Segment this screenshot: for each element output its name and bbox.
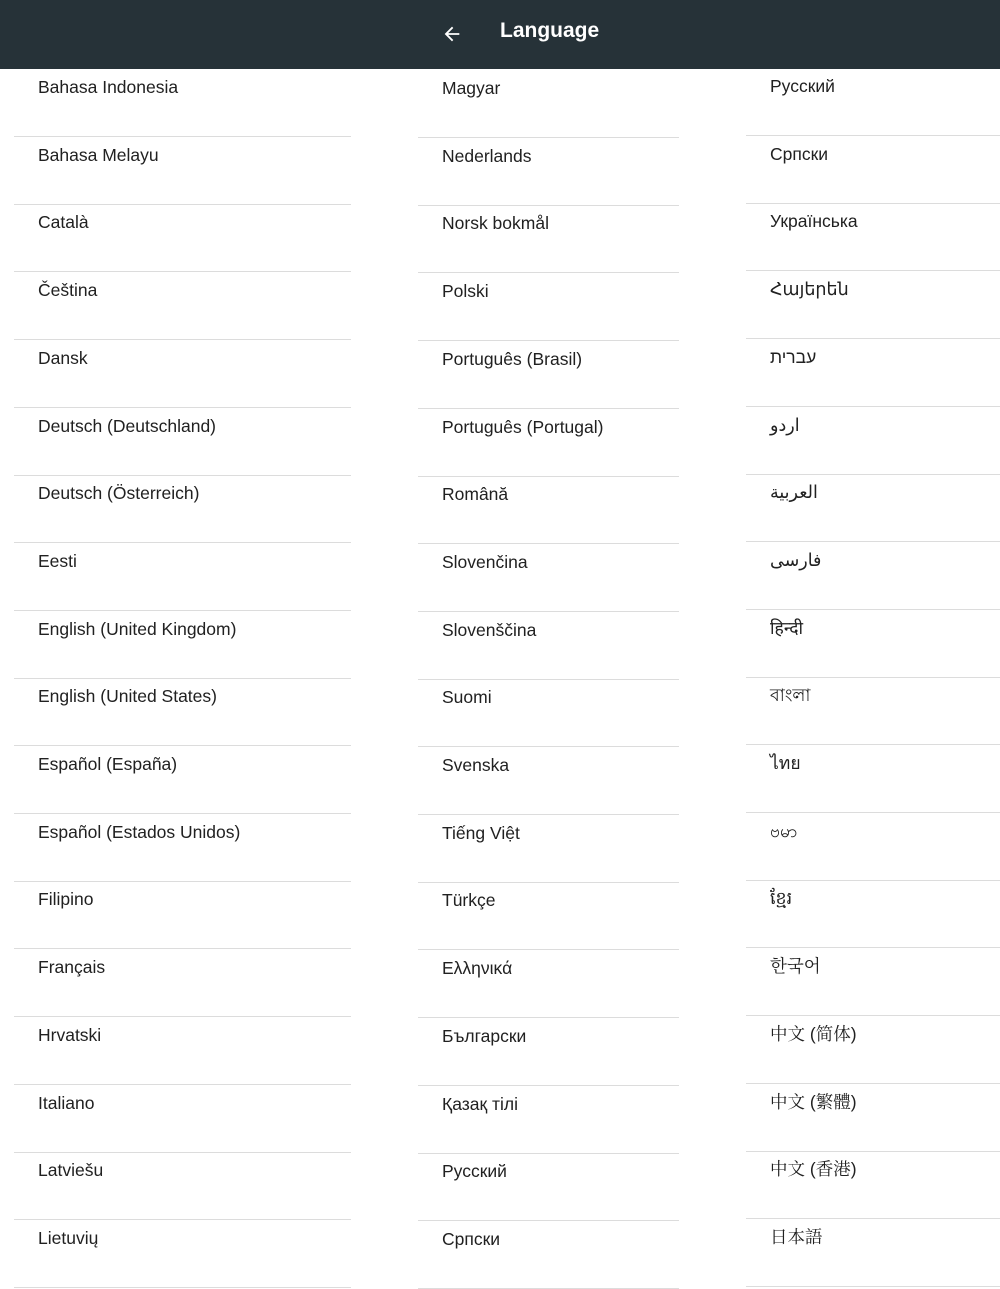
language-label: ខ្មែរ [770, 888, 793, 909]
language-item[interactable] [746, 1220, 1000, 1287]
language-item[interactable] [746, 69, 1000, 136]
language-item[interactable] [418, 342, 679, 409]
language-label: Қазақ тілі [442, 1093, 519, 1114]
language-label: Русский [442, 1161, 507, 1182]
language-item[interactable] [418, 545, 679, 612]
language-label: Suomi [442, 687, 492, 708]
language-item[interactable] [746, 1017, 1000, 1084]
language-label: 한국어 [770, 956, 821, 977]
language-label: Español (España) [38, 754, 178, 774]
language-item[interactable] [418, 274, 679, 341]
language-label: Հայերեն [770, 279, 849, 300]
divider [746, 1286, 1000, 1287]
language-label: Italiano [38, 1092, 95, 1113]
language-item[interactable] [746, 137, 1000, 204]
language-label: Norsk bokmål [442, 213, 549, 234]
language-item[interactable] [418, 748, 679, 815]
language-item[interactable] [14, 1153, 351, 1220]
language-label: বাংলা [770, 685, 811, 706]
language-label: Tiếng Việt [442, 822, 520, 843]
language-item[interactable] [418, 139, 679, 206]
language-item[interactable] [418, 613, 679, 680]
language-label: 中文 (简体) [770, 1023, 857, 1044]
language-label: Bahasa Melayu [38, 144, 159, 165]
language-label: Português (Portugal) [442, 416, 604, 437]
language-item[interactable] [14, 476, 351, 543]
language-label: English (United States) [38, 686, 217, 707]
language-item[interactable] [746, 340, 1000, 407]
language-item[interactable] [746, 543, 1000, 610]
language-item[interactable] [14, 70, 351, 137]
arrow-back-icon [441, 23, 463, 45]
language-label: Slovenščina [442, 619, 537, 640]
language-item[interactable] [14, 341, 351, 408]
language-item[interactable] [14, 409, 351, 476]
language-label: Українська [770, 211, 858, 232]
language-label: Dansk [38, 347, 88, 368]
language-label: العربية [770, 482, 818, 503]
language-item[interactable] [418, 951, 679, 1018]
language-label: Magyar [442, 78, 501, 98]
language-label: Српски [442, 1228, 501, 1249]
language-label: עברית [770, 346, 817, 367]
language-label: Türkçe [442, 890, 496, 911]
language-item[interactable] [746, 678, 1000, 745]
language-label: Português (Brasil) [442, 348, 583, 369]
language-label: Français [38, 957, 106, 978]
language-item[interactable] [746, 814, 1000, 881]
language-label: Eesti [38, 550, 77, 571]
language-item[interactable] [746, 611, 1000, 678]
language-label: 中文 (繁體) [770, 1091, 857, 1112]
language-label: فارسی [770, 549, 822, 570]
language-item[interactable] [14, 747, 351, 814]
language-label: Ελληνικά [442, 958, 513, 979]
language-item[interactable] [14, 612, 351, 679]
language-label: Hrvatski [38, 1024, 102, 1045]
language-item[interactable] [746, 1152, 1000, 1219]
language-item[interactable] [14, 1086, 351, 1153]
language-item[interactable] [418, 816, 679, 883]
language-item[interactable] [746, 272, 1000, 339]
language-label: Română [442, 484, 509, 505]
language-item[interactable] [418, 206, 679, 273]
language-item[interactable] [14, 138, 351, 205]
language-label: Español (Estados Unidos) [38, 821, 241, 842]
language-label: Deutsch (Österreich) [38, 483, 200, 504]
language-item[interactable] [14, 273, 351, 340]
language-label: 日本語 [770, 1226, 823, 1247]
language-item[interactable] [746, 204, 1000, 271]
language-item[interactable] [14, 544, 351, 611]
language-item[interactable] [418, 680, 679, 747]
language-item[interactable] [746, 408, 1000, 475]
language-item[interactable] [14, 679, 351, 746]
divider [14, 1287, 351, 1288]
language-item[interactable] [14, 815, 351, 882]
language-label: Svenska [442, 755, 510, 775]
language-item[interactable] [14, 882, 351, 949]
language-item[interactable] [418, 1222, 679, 1289]
language-item[interactable] [746, 1085, 1000, 1152]
language-item[interactable] [418, 1087, 679, 1154]
language-item[interactable] [14, 950, 351, 1017]
language-label: Српски [770, 143, 829, 164]
language-item[interactable] [418, 410, 679, 477]
language-label: Lietuvių [38, 1227, 99, 1248]
language-label: Slovenčina [442, 551, 528, 572]
language-label: Deutsch (Deutschland) [38, 415, 216, 436]
language-item[interactable] [746, 881, 1000, 948]
language-item[interactable] [14, 1018, 351, 1085]
language-label: 中文 (香港) [770, 1159, 857, 1180]
language-label: اردو [770, 414, 800, 435]
page-title: Language [500, 19, 600, 42]
language-label: ဗမာ [770, 820, 798, 841]
language-label: Български [442, 1025, 527, 1046]
language-item[interactable] [418, 71, 679, 138]
language-item[interactable] [418, 477, 679, 544]
language-item[interactable] [14, 205, 351, 272]
language-label: Català [38, 212, 89, 233]
language-label: Latviešu [38, 1160, 104, 1181]
language-item[interactable] [418, 1019, 679, 1086]
language-label: English (United Kingdom) [38, 618, 237, 639]
language-label: Bahasa Indonesia [38, 77, 179, 97]
language-label: Русский [770, 76, 835, 96]
language-label: Nederlands [442, 145, 532, 166]
language-label: Čeština [38, 280, 98, 301]
app-bar [0, 0, 1000, 69]
language-item[interactable] [14, 1221, 351, 1288]
language-label: Filipino [38, 889, 94, 910]
language-item[interactable] [746, 746, 1000, 813]
language-item[interactable] [746, 949, 1000, 1016]
language-item[interactable] [746, 475, 1000, 542]
language-item[interactable] [418, 883, 679, 950]
back-button[interactable] [432, 14, 472, 54]
language-item[interactable] [418, 1154, 679, 1221]
language-label: हिन्दी [770, 617, 804, 638]
language-label: ไทย [770, 753, 801, 773]
language-label: Polski [442, 281, 489, 302]
